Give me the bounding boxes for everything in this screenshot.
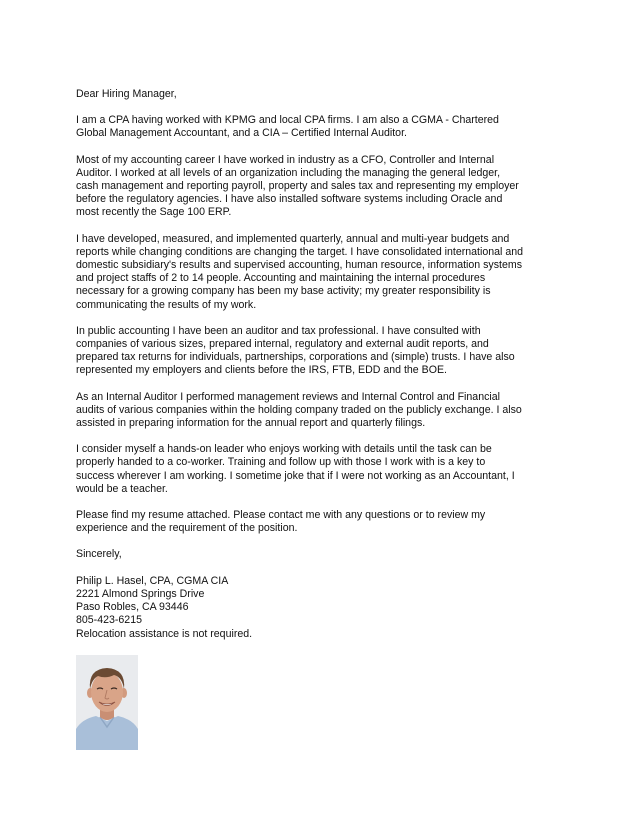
signature-note: Relocation assistance is not required. bbox=[76, 627, 253, 640]
signature-block bbox=[76, 575, 566, 641]
portrait-photo bbox=[76, 655, 138, 750]
paragraph-industry-career: Most of my accounting career I have worked in industry as a CFO, Controller and Internal Auditor. I worked at all levels of an organization including the managing the general ledger, cash management and reporting payroll, property and sales tax and representing my employer before the regulatory agencies. I have also installed software systems including Oracle and most recently the Sage 100 ERP. bbox=[76, 153, 519, 219]
paragraph-public-accounting: In public accounting I have been an auditor and tax professional. I have consulted with companies of various sizes, prepared internal, regulatory and external audit reports, and prepared tax returns for individuals, partnerships, corporations and (simple) trusts. I have also represented my employers and clients before the IRS, FTB, EDD and the BOE. bbox=[76, 324, 515, 377]
paragraph-leadership: I consider myself a hands-on leader who enjoys working with details until the task can be properly handed to a co-worker. Training and follow up with those I work with is a key to success wherever I am working. I sometime joke that if I were not working as an Accountant, I would be a teacher. bbox=[76, 443, 515, 495]
signature-phone: 805-423-6215 bbox=[76, 614, 142, 627]
paragraph-budgets: I have developed, measured, and implemented quarterly, annual and multi-year budgets and reports while changing conditions are changing the target. I have consolidated international and domestic subsidiary's results and supervised accounting, human resource, information systems and project staffs of 2 to 14 people. Accounting and maintaining the internal procedures necessary for a growing company has been my base activity; my greater responsibility is communicating the results of my work. bbox=[76, 232, 524, 311]
closing: Sincerely, bbox=[76, 548, 122, 561]
paragraph-credentials: I am a CPA having worked with KPMG and local CPA firms. I am also a CGMA - Chartered Global Management Accountant, and a CIA – Certified Internal Auditor. bbox=[76, 114, 499, 140]
signature-address-line1: 2221 Almond Springs Drive bbox=[76, 587, 205, 600]
signature-address-line2: Paso Robles, CA 93446 bbox=[76, 601, 189, 614]
paragraph-contact: Please find my resume attached. Please contact me with any questions or to review my experience and the requirement of the position. bbox=[76, 509, 486, 535]
cover-letter bbox=[76, 88, 566, 653]
paragraph-internal-auditor: As an Internal Auditor I performed management reviews and Internal Control and Financial audits of various companies within the holding company traded on the publicly exchange. I also assisted in preparing information for the annual report and quarterly filings. bbox=[76, 390, 522, 430]
portrait-photo-icon bbox=[76, 655, 138, 750]
signature-name: Philip L. Hasel, CPA, CGMA CIA bbox=[76, 574, 229, 587]
salutation: Dear Hiring Manager, bbox=[76, 88, 177, 100]
